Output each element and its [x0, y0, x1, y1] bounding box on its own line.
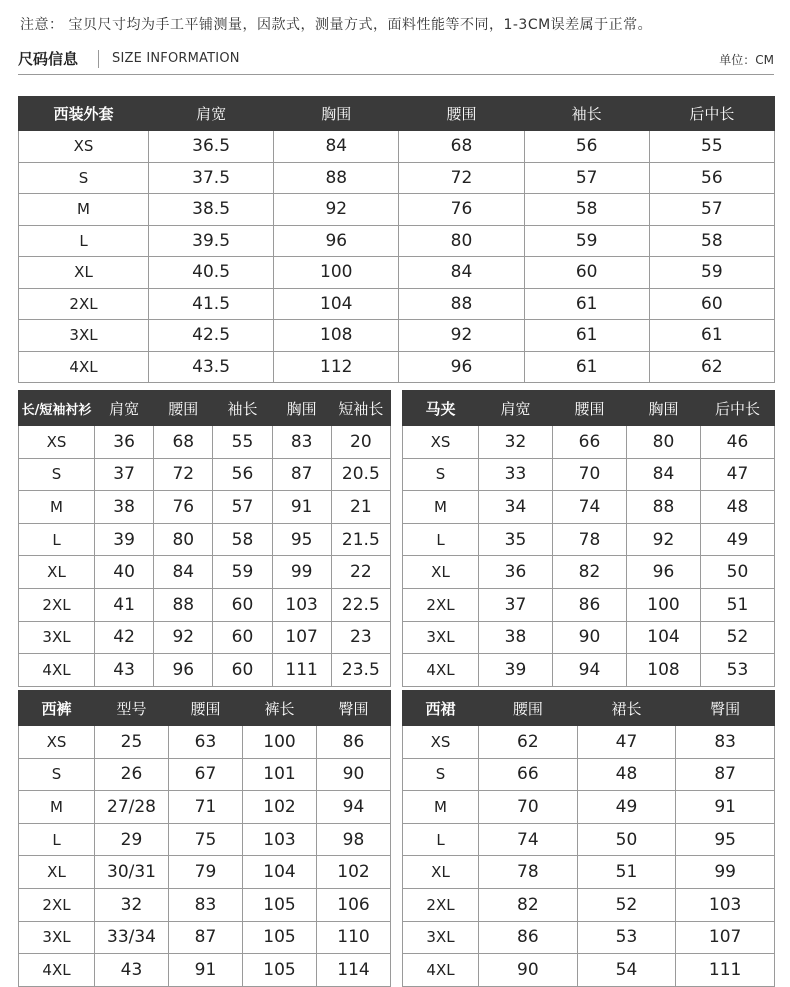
unit-label: 单位：CM: [719, 53, 774, 67]
table-row: [19, 523, 391, 556]
measurement-cell: 55: [213, 426, 272, 459]
column-header: 裤长: [243, 691, 317, 726]
measurement-cell: 43: [95, 654, 154, 687]
measurement-cell: 111: [676, 954, 775, 987]
measurement-cell: 68: [399, 131, 524, 163]
size-label-cell: L: [19, 523, 95, 556]
measurement-cell: 100: [627, 588, 701, 621]
size-label-cell: S: [19, 758, 95, 791]
measurement-cell: 72: [154, 458, 213, 491]
table-row: [19, 921, 391, 954]
column-header: 腰围: [553, 391, 627, 426]
measurement-cell: 42: [95, 621, 154, 654]
measurement-cell: 57: [213, 491, 272, 524]
table-row: [403, 588, 775, 621]
size-label-cell: XL: [19, 856, 95, 889]
column-header: 胸围: [272, 391, 331, 426]
column-header: 臀围: [676, 691, 775, 726]
table-row: [19, 726, 391, 759]
measurement-cell: 83: [676, 726, 775, 759]
table-row: [403, 654, 775, 687]
table-row: [403, 621, 775, 654]
measurement-cell: 84: [274, 131, 399, 163]
measurement-cell: 80: [154, 523, 213, 556]
size-label-cell: XS: [403, 726, 479, 759]
measurement-cell: 107: [676, 921, 775, 954]
measurement-cell: 61: [524, 351, 649, 383]
measurement-cell: 96: [154, 654, 213, 687]
measurement-cell: 66: [553, 426, 627, 459]
table-row: [403, 556, 775, 589]
measurement-cell: 108: [274, 320, 399, 352]
measurement-cell: 84: [154, 556, 213, 589]
measurement-cell: 67: [169, 758, 243, 791]
measurement-cell: 20: [331, 426, 390, 459]
pants-size-table: [18, 690, 391, 987]
size-label-cell: 2XL: [403, 888, 479, 921]
measurement-cell: 60: [213, 621, 272, 654]
measurement-cell: 92: [274, 194, 399, 226]
skirt-size-table: [402, 690, 775, 987]
measurement-cell: 55: [649, 131, 774, 163]
header-divider: [98, 50, 99, 68]
size-label-cell: S: [403, 758, 479, 791]
measurement-cell: 59: [213, 556, 272, 589]
table-category-header: 西裤: [19, 691, 95, 726]
measurement-cell: 59: [649, 257, 774, 289]
measurement-cell: 74: [479, 823, 578, 856]
measurement-cell: 36: [95, 426, 154, 459]
measurement-cell: 103: [272, 588, 331, 621]
suit-size-table: [18, 96, 775, 383]
measurement-cell: 27/28: [95, 791, 169, 824]
measurement-cell: 25: [95, 726, 169, 759]
measurement-cell: 62: [649, 351, 774, 383]
size-label-cell: 3XL: [403, 921, 479, 954]
size-label-cell: 2XL: [403, 588, 479, 621]
measurement-cell: 63: [169, 726, 243, 759]
size-label-cell: 4XL: [19, 351, 149, 383]
table-row: [19, 458, 391, 491]
size-label-cell: 2XL: [19, 588, 95, 621]
column-header: 胸围: [274, 97, 399, 131]
measurement-cell: 48: [701, 491, 775, 524]
measurement-cell: 107: [272, 621, 331, 654]
table-row: [403, 426, 775, 459]
measurement-cell: 21: [331, 491, 390, 524]
table-category-header: 马夹: [403, 391, 479, 426]
measurement-cell: 103: [676, 888, 775, 921]
size-label-cell: M: [403, 491, 479, 524]
measurement-cell: 35: [479, 523, 553, 556]
measurement-cell: 50: [577, 823, 676, 856]
table-row: [19, 654, 391, 687]
measurement-cell: 22.5: [331, 588, 390, 621]
measurement-cell: 79: [169, 856, 243, 889]
measurement-cell: 76: [154, 491, 213, 524]
measurement-cell: 37: [479, 588, 553, 621]
measurement-cell: 95: [272, 523, 331, 556]
table-row: [403, 758, 775, 791]
measurement-cell: 61: [649, 320, 774, 352]
measurement-cell: 105: [243, 888, 317, 921]
measurement-cell: 110: [317, 921, 391, 954]
table-row: [19, 288, 775, 320]
column-header: 腰围: [169, 691, 243, 726]
column-header: 短袖长: [331, 391, 390, 426]
measurement-cell: 86: [317, 726, 391, 759]
measurement-cell: 61: [524, 288, 649, 320]
table-row: [403, 726, 775, 759]
measurement-cell: 99: [272, 556, 331, 589]
table-row: [403, 888, 775, 921]
size-info-title: 尺码信息: [18, 50, 79, 68]
measurement-cell: 46: [701, 426, 775, 459]
header-row: [19, 97, 775, 131]
size-label-cell: L: [19, 225, 149, 257]
measurement-cell: 47: [701, 458, 775, 491]
table-row: [19, 621, 391, 654]
measurement-cell: 72: [399, 162, 524, 194]
measurement-cell: 102: [243, 791, 317, 824]
size-label-cell: 2XL: [19, 888, 95, 921]
measurement-cell: 23.5: [331, 654, 390, 687]
table-row: [19, 856, 391, 889]
measurement-cell: 80: [399, 225, 524, 257]
measurement-cell: 99: [676, 856, 775, 889]
size-label-cell: 4XL: [403, 654, 479, 687]
measurement-cell: 40.5: [149, 257, 274, 289]
table-row: [403, 921, 775, 954]
measurement-cell: 56: [524, 131, 649, 163]
measurement-cell: 53: [701, 654, 775, 687]
measurement-cell: 88: [399, 288, 524, 320]
measurement-cell: 74: [553, 491, 627, 524]
column-header: 肩宽: [95, 391, 154, 426]
measurement-cell: 102: [317, 856, 391, 889]
measurement-cell: 48: [577, 758, 676, 791]
column-header: 腰围: [479, 691, 578, 726]
measurement-cell: 37: [95, 458, 154, 491]
size-label-cell: 3XL: [19, 921, 95, 954]
measurement-cell: 84: [399, 257, 524, 289]
table-row: [19, 194, 775, 226]
size-label-cell: M: [19, 491, 95, 524]
column-header: 肩宽: [479, 391, 553, 426]
measurement-cell: 94: [553, 654, 627, 687]
measurement-cell: 49: [701, 523, 775, 556]
measurement-cell: 36: [479, 556, 553, 589]
size-label-cell: 3XL: [403, 621, 479, 654]
measurement-cell: 34: [479, 491, 553, 524]
column-header: 裙长: [577, 691, 676, 726]
size-label-cell: 2XL: [19, 288, 149, 320]
measurement-cell: 96: [627, 556, 701, 589]
measurement-cell: 78: [479, 856, 578, 889]
measurement-cell: 94: [317, 791, 391, 824]
size-label-cell: XS: [403, 426, 479, 459]
measurement-cell: 111: [272, 654, 331, 687]
column-header: 后中长: [701, 391, 775, 426]
measurement-cell: 22: [331, 556, 390, 589]
size-label-cell: S: [19, 162, 149, 194]
measurement-cell: 58: [649, 225, 774, 257]
measurement-cell: 32: [479, 426, 553, 459]
table-row: [19, 131, 775, 163]
measurement-cell: 52: [701, 621, 775, 654]
size-info-header: [18, 44, 774, 75]
measurement-cell: 104: [274, 288, 399, 320]
measurement-cell: 100: [243, 726, 317, 759]
table-row: [19, 351, 775, 383]
header-row: [19, 691, 391, 726]
measurement-cell: 56: [213, 458, 272, 491]
measurement-cell: 87: [272, 458, 331, 491]
size-label-cell: XS: [19, 726, 95, 759]
measurement-cell: 92: [627, 523, 701, 556]
table-row: [403, 791, 775, 824]
size-label-cell: XL: [19, 556, 95, 589]
measurement-cell: 58: [213, 523, 272, 556]
measurement-cell: 60: [649, 288, 774, 320]
header-row: [19, 391, 391, 426]
vest-size-table: [402, 390, 775, 687]
measurement-cell: 106: [317, 888, 391, 921]
measurement-cell: 38: [95, 491, 154, 524]
measurement-cell: 87: [169, 921, 243, 954]
header-row: [403, 691, 775, 726]
measurement-cell: 105: [243, 954, 317, 987]
measurement-cell: 42.5: [149, 320, 274, 352]
size-label-cell: L: [19, 823, 95, 856]
size-label-cell: S: [403, 458, 479, 491]
measurement-cell: 33: [479, 458, 553, 491]
shirt-size-table: [18, 390, 391, 687]
table-row: [19, 588, 391, 621]
measurement-cell: 76: [399, 194, 524, 226]
size-label-cell: XL: [403, 856, 479, 889]
column-header: 后中长: [649, 97, 774, 131]
table-row: [403, 523, 775, 556]
measurement-cell: 108: [627, 654, 701, 687]
size-label-cell: XS: [19, 131, 149, 163]
table-row: [403, 954, 775, 987]
size-label-cell: 4XL: [19, 954, 95, 987]
measurement-cell: 91: [169, 954, 243, 987]
table-row: [19, 491, 391, 524]
measurement-cell: 49: [577, 791, 676, 824]
measurement-cell: 36.5: [149, 131, 274, 163]
table-row: [19, 823, 391, 856]
size-label-cell: 3XL: [19, 621, 95, 654]
measurement-cell: 90: [479, 954, 578, 987]
measurement-cell: 70: [479, 791, 578, 824]
size-label-cell: M: [19, 194, 149, 226]
size-label-cell: XL: [403, 556, 479, 589]
column-header: 型号: [95, 691, 169, 726]
measurement-cell: 38.5: [149, 194, 274, 226]
measurement-cell: 92: [154, 621, 213, 654]
measurement-cell: 88: [274, 162, 399, 194]
measurement-cell: 88: [627, 491, 701, 524]
measurement-cell: 75: [169, 823, 243, 856]
measurement-cell: 51: [701, 588, 775, 621]
table-row: [19, 162, 775, 194]
table-category-header: 西装外套: [19, 97, 149, 131]
measurement-cell: 104: [627, 621, 701, 654]
measurement-cell: 41: [95, 588, 154, 621]
column-header: 肩宽: [149, 97, 274, 131]
measurement-cell: 58: [524, 194, 649, 226]
measurement-cell: 39.5: [149, 225, 274, 257]
measurement-cell: 66: [479, 758, 578, 791]
measurement-cell: 88: [154, 588, 213, 621]
measurement-cell: 96: [399, 351, 524, 383]
table-row: [403, 458, 775, 491]
measurement-cell: 20.5: [331, 458, 390, 491]
measurement-cell: 83: [169, 888, 243, 921]
measurement-cell: 101: [243, 758, 317, 791]
measurement-cell: 78: [553, 523, 627, 556]
column-header: 腰围: [399, 97, 524, 131]
measurement-cell: 100: [274, 257, 399, 289]
table-row: [19, 257, 775, 289]
measurement-cell: 96: [274, 225, 399, 257]
size-label-cell: 4XL: [19, 654, 95, 687]
table-row: [19, 888, 391, 921]
measurement-cell: 53: [577, 921, 676, 954]
measurement-cell: 26: [95, 758, 169, 791]
size-label-cell: M: [403, 791, 479, 824]
column-header: 袖长: [213, 391, 272, 426]
size-label-cell: 3XL: [19, 320, 149, 352]
measurement-cell: 86: [479, 921, 578, 954]
measurement-cell: 43.5: [149, 351, 274, 383]
measurement-cell: 56: [649, 162, 774, 194]
measurement-cell: 57: [649, 194, 774, 226]
measurement-cell: 59: [524, 225, 649, 257]
table-row: [403, 823, 775, 856]
measurement-cell: 82: [553, 556, 627, 589]
measurement-cell: 32: [95, 888, 169, 921]
measurement-cell: 90: [553, 621, 627, 654]
measurement-cell: 98: [317, 823, 391, 856]
measurement-cell: 87: [676, 758, 775, 791]
size-label-cell: M: [19, 791, 95, 824]
table-row: [19, 320, 775, 352]
measurement-cell: 39: [479, 654, 553, 687]
size-info-subtitle: SIZE INFORMATION: [112, 51, 240, 66]
measurement-cell: 39: [95, 523, 154, 556]
measurement-cell: 92: [399, 320, 524, 352]
size-label-cell: L: [403, 823, 479, 856]
table-row: [403, 856, 775, 889]
size-label-cell: L: [403, 523, 479, 556]
table-row: [19, 225, 775, 257]
table-row: [19, 758, 391, 791]
header-row: [403, 391, 775, 426]
measurement-cell: 23: [331, 621, 390, 654]
column-header: 臀围: [317, 691, 391, 726]
measurement-cell: 52: [577, 888, 676, 921]
size-label-cell: XL: [19, 257, 149, 289]
size-label-cell: S: [19, 458, 95, 491]
size-label-cell: 4XL: [403, 954, 479, 987]
table-category-header: 西裙: [403, 691, 479, 726]
table-row: [19, 556, 391, 589]
measurement-cell: 37.5: [149, 162, 274, 194]
table-category-header: 长/短袖衬衫: [19, 391, 95, 426]
measurement-cell: 103: [243, 823, 317, 856]
column-header: 胸围: [627, 391, 701, 426]
measurement-cell: 68: [154, 426, 213, 459]
measurement-cell: 112: [274, 351, 399, 383]
measurement-cell: 38: [479, 621, 553, 654]
measurement-cell: 114: [317, 954, 391, 987]
measurement-cell: 82: [479, 888, 578, 921]
measurement-cell: 47: [577, 726, 676, 759]
column-header: 腰围: [154, 391, 213, 426]
measurement-cell: 91: [676, 791, 775, 824]
measurement-cell: 41.5: [149, 288, 274, 320]
measurement-cell: 70: [553, 458, 627, 491]
size-label-cell: XS: [19, 426, 95, 459]
column-header: 袖长: [524, 97, 649, 131]
measurement-cell: 60: [213, 588, 272, 621]
table-row: [19, 426, 391, 459]
measurement-cell: 29: [95, 823, 169, 856]
measurement-cell: 50: [701, 556, 775, 589]
measurement-cell: 54: [577, 954, 676, 987]
measurement-cell: 91: [272, 491, 331, 524]
measurement-cell: 51: [577, 856, 676, 889]
measurement-cell: 21.5: [331, 523, 390, 556]
measurement-cell: 86: [553, 588, 627, 621]
notice-text: 注意： 宝贝尺寸均为手工平铺测量，因款式，测量方式，面料性能等不同，1-3CM误差属于正常。: [20, 17, 653, 33]
measurement-cell: 83: [272, 426, 331, 459]
measurement-cell: 60: [213, 654, 272, 687]
table-row: [19, 791, 391, 824]
measurement-cell: 57: [524, 162, 649, 194]
measurement-cell: 40: [95, 556, 154, 589]
measurement-cell: 105: [243, 921, 317, 954]
measurement-cell: 84: [627, 458, 701, 491]
measurement-cell: 90: [317, 758, 391, 791]
table-row: [19, 954, 391, 987]
measurement-cell: 95: [676, 823, 775, 856]
measurement-cell: 104: [243, 856, 317, 889]
measurement-cell: 33/34: [95, 921, 169, 954]
measurement-cell: 71: [169, 791, 243, 824]
measurement-cell: 62: [479, 726, 578, 759]
measurement-cell: 43: [95, 954, 169, 987]
measurement-cell: 61: [524, 320, 649, 352]
measurement-cell: 60: [524, 257, 649, 289]
measurement-cell: 80: [627, 426, 701, 459]
measurement-cell: 30/31: [95, 856, 169, 889]
table-row: [403, 491, 775, 524]
